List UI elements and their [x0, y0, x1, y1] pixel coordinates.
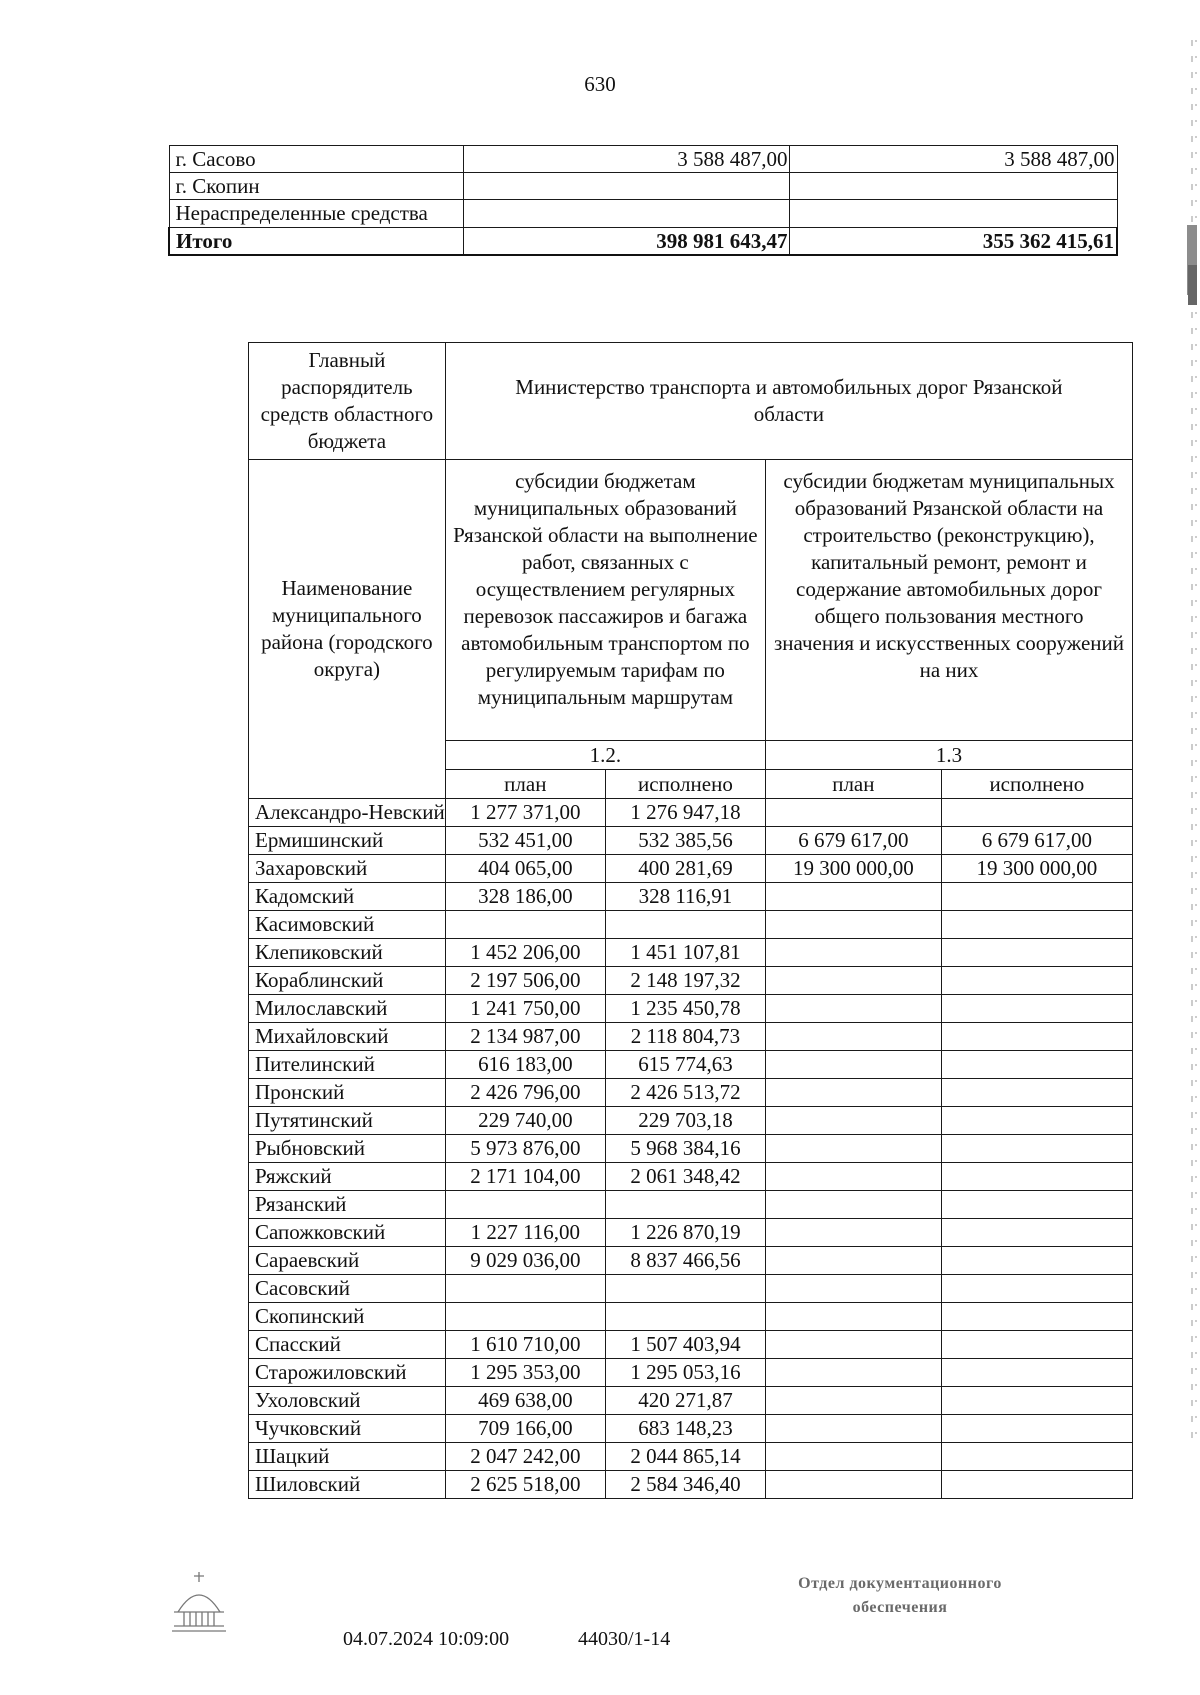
district-name-cell: Сасовский [249, 1275, 446, 1303]
plan-1-2-cell [445, 1275, 605, 1303]
plan-1-2-cell [445, 1303, 605, 1331]
done-label-1-2: исполнено [605, 770, 765, 799]
plan-1-3-cell [766, 1079, 942, 1107]
done-1-2-cell [605, 1275, 765, 1303]
district-row [249, 799, 1133, 827]
summary-row [169, 200, 1117, 228]
district-row [249, 967, 1133, 995]
district-row [249, 1303, 1133, 1331]
summary-done-cell: 3 588 487,00 [790, 146, 1117, 173]
done-1-2-cell: 1 226 870,19 [605, 1219, 765, 1247]
plan-1-2-cell [445, 911, 605, 939]
district-name-cell: Сараевский [249, 1247, 446, 1275]
done-1-3-cell [941, 799, 1132, 827]
district-row [249, 1359, 1133, 1387]
plan-1-3-cell [766, 1247, 942, 1275]
district-row [249, 1079, 1133, 1107]
summary-total-label: Итого [169, 228, 463, 256]
summary-plan-cell [463, 200, 790, 228]
plan-1-2-cell: 229 740,00 [445, 1107, 605, 1135]
duma-building-logo-icon [170, 1568, 228, 1638]
district-row [249, 883, 1133, 911]
plan-1-2-cell [445, 1191, 605, 1219]
district-name-cell: Милославский [249, 995, 446, 1023]
stamp-line-1: Отдел документационного [798, 1575, 1002, 1592]
plan-1-3-cell [766, 1275, 942, 1303]
district-name-cell: Пителинский [249, 1051, 446, 1079]
done-1-2-cell: 2 044 865,14 [605, 1443, 765, 1471]
district-name-cell: Сапожковский [249, 1219, 446, 1247]
done-1-2-cell: 683 148,23 [605, 1415, 765, 1443]
district-row [249, 1443, 1133, 1471]
code-1-2: 1.2. [445, 741, 765, 770]
plan-1-2-cell: 1 277 371,00 [445, 799, 605, 827]
plan-1-2-cell: 1 452 206,00 [445, 939, 605, 967]
district-name-cell: Пронский [249, 1079, 446, 1107]
done-1-2-cell: 2 148 197,32 [605, 967, 765, 995]
district-name-cell: Чучковский [249, 1415, 446, 1443]
plan-1-3-cell [766, 1219, 942, 1247]
district-name-cell: Клепиковский [249, 939, 446, 967]
summary-name-cell: г. Сасово [169, 146, 463, 173]
district-row [249, 1331, 1133, 1359]
district-name-cell: Ермишинский [249, 827, 446, 855]
done-1-2-cell [605, 1303, 765, 1331]
plan-1-3-cell [766, 911, 942, 939]
plan-1-3-cell [766, 1163, 942, 1191]
district-row [249, 1247, 1133, 1275]
done-1-2-cell: 420 271,87 [605, 1387, 765, 1415]
plan-1-2-cell: 616 183,00 [445, 1051, 605, 1079]
summary-total-plan: 398 981 643,47 [463, 228, 790, 256]
done-1-2-cell: 328 116,91 [605, 883, 765, 911]
district-name-cell: Кораблинский [249, 967, 446, 995]
footer-doc-number: 44030/1-14 [578, 1628, 671, 1650]
district-name-cell: Скопинский [249, 1303, 446, 1331]
district-row [249, 827, 1133, 855]
done-1-3-cell [941, 1275, 1132, 1303]
plan-1-2-cell: 532 451,00 [445, 827, 605, 855]
plan-1-3-cell [766, 799, 942, 827]
plan-1-2-cell: 2 134 987,00 [445, 1023, 605, 1051]
district-row [249, 1471, 1133, 1499]
plan-1-2-cell: 1 610 710,00 [445, 1331, 605, 1359]
district-row [249, 1415, 1133, 1443]
plan-1-3-cell [766, 1303, 942, 1331]
done-1-3-cell [941, 1247, 1132, 1275]
plan-1-2-cell: 709 166,00 [445, 1415, 605, 1443]
done-1-2-cell [605, 911, 765, 939]
summary-name-cell: Нераспределенные средства [169, 200, 463, 228]
district-row [249, 911, 1133, 939]
summary-done-cell [790, 200, 1117, 228]
stamp-line-2: обеспечения [852, 1599, 948, 1616]
name-label-cell: Наименование муниципального района (городского округа) [249, 460, 446, 799]
plan-1-3-cell [766, 995, 942, 1023]
plan-1-3-cell [766, 1107, 942, 1135]
done-1-3-cell [941, 1471, 1132, 1499]
plan-1-3-cell: 19 300 000,00 [766, 855, 942, 883]
district-name-cell: Рыбновский [249, 1135, 446, 1163]
plan-label-1-2: план [445, 770, 605, 799]
department-stamp [750, 1572, 1050, 1620]
summary-table-body [169, 146, 1117, 256]
done-1-3-cell [941, 1191, 1132, 1219]
done-1-3-cell [941, 1359, 1132, 1387]
done-1-3-cell [941, 1219, 1132, 1247]
done-1-2-cell: 1 295 053,16 [605, 1359, 765, 1387]
plan-1-2-cell: 2 047 242,00 [445, 1443, 605, 1471]
summary-row [169, 146, 1117, 173]
footer-datetime: 04.07.2024 10:09:00 [343, 1628, 510, 1650]
district-row [249, 939, 1133, 967]
plan-1-2-cell: 9 029 036,00 [445, 1247, 605, 1275]
plan-1-2-cell: 404 065,00 [445, 855, 605, 883]
done-1-2-cell: 400 281,69 [605, 855, 765, 883]
district-row [249, 1163, 1133, 1191]
district-row [249, 995, 1133, 1023]
done-1-2-cell: 2 118 804,73 [605, 1023, 765, 1051]
done-1-3-cell [941, 1107, 1132, 1135]
plan-1-3-cell [766, 1191, 942, 1219]
done-1-3-cell [941, 995, 1132, 1023]
done-1-2-cell: 8 837 466,56 [605, 1247, 765, 1275]
plan-1-3-cell [766, 1331, 942, 1359]
plan-1-3-cell [766, 939, 942, 967]
done-1-2-cell: 229 703,18 [605, 1107, 765, 1135]
done-1-2-cell: 2 584 346,40 [605, 1471, 765, 1499]
district-name-cell: Ухоловский [249, 1387, 446, 1415]
district-row [249, 1275, 1133, 1303]
district-row [249, 1135, 1133, 1163]
plan-1-3-cell [766, 1471, 942, 1499]
plan-1-2-cell: 328 186,00 [445, 883, 605, 911]
summary-plan-cell: 3 588 487,00 [463, 146, 790, 173]
plan-1-2-cell: 5 973 876,00 [445, 1135, 605, 1163]
district-name-cell: Захаровский [249, 855, 446, 883]
done-1-2-cell: 1 507 403,94 [605, 1331, 765, 1359]
done-1-3-cell [941, 1387, 1132, 1415]
code-1-3: 1.3 [766, 741, 1133, 770]
plan-1-3-cell [766, 1387, 942, 1415]
district-name-cell: Шацкий [249, 1443, 446, 1471]
done-1-2-cell: 2 426 513,72 [605, 1079, 765, 1107]
subsidy-table [248, 342, 1133, 1499]
district-name-cell: Путятинский [249, 1107, 446, 1135]
plan-1-2-cell: 2 197 506,00 [445, 967, 605, 995]
done-1-2-cell: 2 061 348,42 [605, 1163, 765, 1191]
subsidy-1-3-header: субсидии бюджетам муниципальных образований Рязанской области на строительство (реконструкцию), капитальный ремонт, ремонт и содержание автомобильных дорог общего пользования местного значения и искусственных сооружений на них [766, 460, 1133, 741]
page-number: 630 [584, 72, 616, 96]
district-row [249, 1107, 1133, 1135]
district-name-cell: Ряжский [249, 1163, 446, 1191]
done-1-2-cell: 615 774,63 [605, 1051, 765, 1079]
district-name-cell: Кадомский [249, 883, 446, 911]
manager-value-cell: Министерство транспорта и автомобильных дорог Рязанской области [445, 343, 1132, 460]
plan-label-1-3: план [766, 770, 942, 799]
plan-1-2-cell: 1 227 116,00 [445, 1219, 605, 1247]
district-name-cell: Михайловский [249, 1023, 446, 1051]
done-1-3-cell [941, 883, 1132, 911]
done-1-3-cell [941, 1443, 1132, 1471]
district-row [249, 1191, 1133, 1219]
subsidy-header-row [249, 460, 1133, 741]
plan-1-3-cell: 6 679 617,00 [766, 827, 942, 855]
done-1-3-cell [941, 939, 1132, 967]
manager-label-cell: Главный распорядитель средств областного бюджета [249, 343, 446, 460]
district-name-cell: Александро-Невский [249, 799, 446, 827]
district-row [249, 1023, 1133, 1051]
manager-row [249, 343, 1133, 460]
subsidy-1-2-header: субсидии бюджетам муниципальных образований Рязанской области на выполнение работ, связанных с осуществлением регулярных перевозок пассажиров и багажа автомобильным транспортом по регулируемым тарифам по муниципальным маршрутам [445, 460, 765, 741]
district-name-cell: Касимовский [249, 911, 446, 939]
plan-1-3-cell [766, 883, 942, 911]
plan-1-3-cell [766, 1359, 942, 1387]
done-label-1-3: исполнено [941, 770, 1132, 799]
done-1-2-cell: 532 385,56 [605, 827, 765, 855]
plan-1-3-cell [766, 1023, 942, 1051]
scan-edge-artifact [1178, 40, 1200, 1440]
done-1-3-cell [941, 1303, 1132, 1331]
plan-1-3-cell [766, 967, 942, 995]
plan-1-2-cell: 1 241 750,00 [445, 995, 605, 1023]
done-1-3-cell [941, 1135, 1132, 1163]
done-1-3-cell [941, 967, 1132, 995]
summary-plan-cell [463, 173, 790, 200]
summary-row [169, 173, 1117, 200]
district-row [249, 855, 1133, 883]
done-1-3-cell [941, 911, 1132, 939]
done-1-3-cell: 6 679 617,00 [941, 827, 1132, 855]
plan-1-2-cell: 1 295 353,00 [445, 1359, 605, 1387]
done-1-3-cell [941, 1023, 1132, 1051]
done-1-2-cell: 1 276 947,18 [605, 799, 765, 827]
district-row [249, 1051, 1133, 1079]
plan-1-3-cell [766, 1443, 942, 1471]
plan-1-3-cell [766, 1051, 942, 1079]
subsidy-table-body [249, 343, 1133, 1499]
done-1-2-cell: 1 451 107,81 [605, 939, 765, 967]
district-name-cell: Шиловский [249, 1471, 446, 1499]
done-1-2-cell: 5 968 384,16 [605, 1135, 765, 1163]
plan-1-2-cell: 469 638,00 [445, 1387, 605, 1415]
district-name-cell: Рязанский [249, 1191, 446, 1219]
done-1-3-cell [941, 1163, 1132, 1191]
summary-total-row [169, 228, 1117, 256]
summary-table [168, 145, 1118, 256]
summary-done-cell [790, 173, 1117, 200]
plan-1-2-cell: 2 171 104,00 [445, 1163, 605, 1191]
done-1-2-cell: 1 235 450,78 [605, 995, 765, 1023]
done-1-3-cell [941, 1051, 1132, 1079]
plan-1-2-cell: 2 426 796,00 [445, 1079, 605, 1107]
district-name-cell: Старожиловский [249, 1359, 446, 1387]
summary-name-cell: г. Скопин [169, 173, 463, 200]
done-1-3-cell [941, 1415, 1132, 1443]
summary-total-done: 355 362 415,61 [790, 228, 1117, 256]
done-1-3-cell [941, 1079, 1132, 1107]
plan-1-2-cell: 2 625 518,00 [445, 1471, 605, 1499]
district-name-cell: Спасский [249, 1331, 446, 1359]
done-1-3-cell: 19 300 000,00 [941, 855, 1132, 883]
plan-1-3-cell [766, 1135, 942, 1163]
done-1-2-cell [605, 1191, 765, 1219]
district-row [249, 1219, 1133, 1247]
district-row [249, 1387, 1133, 1415]
plan-1-3-cell [766, 1415, 942, 1443]
done-1-3-cell [941, 1331, 1132, 1359]
